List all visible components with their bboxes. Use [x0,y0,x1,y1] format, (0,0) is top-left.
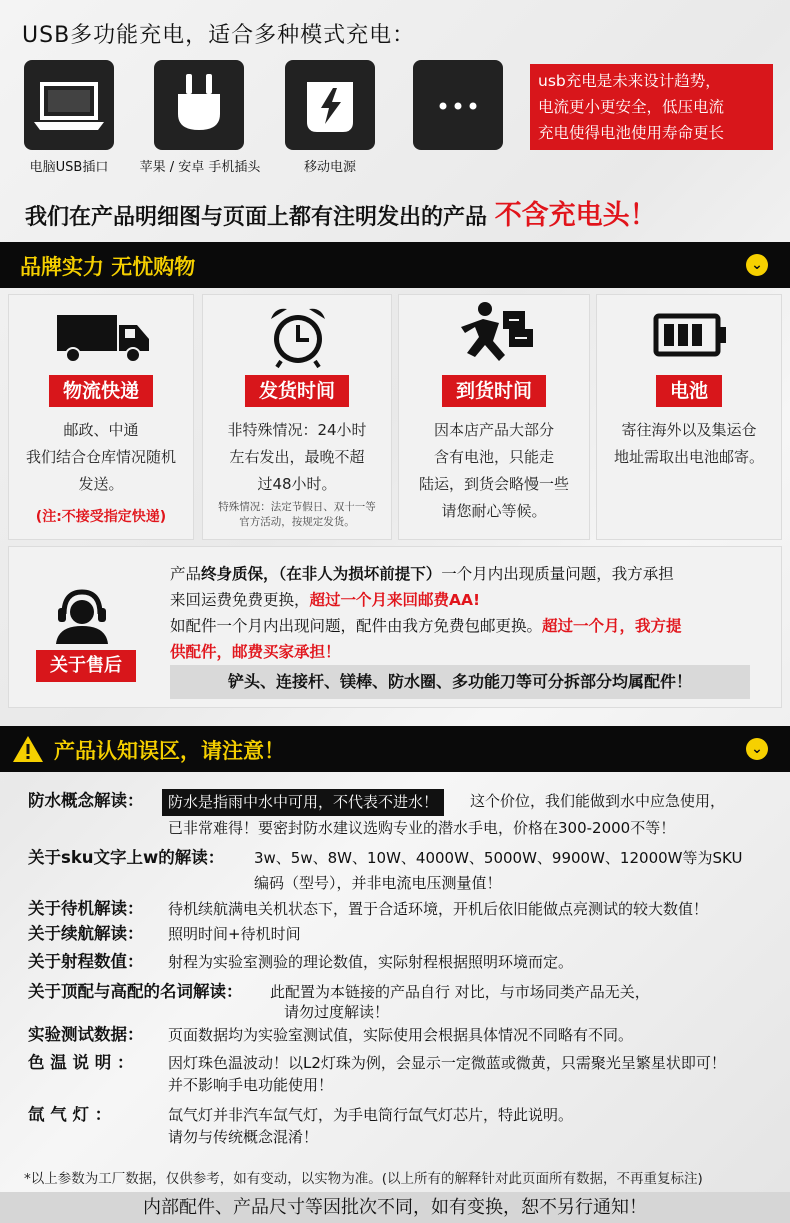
usb-note-line: usb充电是未来设计趋势， [538,72,721,90]
brand-header-title: 品牌实力 无忧购物 [20,255,196,279]
usb-charging-title: USB多功能充电，适合多种模式充电： [22,23,416,48]
endurance-value: 照明时间+待机时间 [168,925,301,943]
arrival-time-body [405,417,583,525]
after-text-red: 超过一个月，我方提 [542,617,682,635]
waterproof-tag: 防水是指雨中水中可用，不代表不进水！ [162,789,444,816]
logistics-card [8,294,194,540]
waterproof-key: 防水概念解读： [28,791,144,810]
arrival-time-card [398,294,590,540]
color-temp-value: 因灯珠色温波动！以L2灯珠为例，会显示一定微蓝或微黄，只需聚光呈繁星状即可！ [168,1054,726,1072]
lab-data-key: 实验测试数据： [28,1025,144,1044]
logistics-badge: 物流快递 [49,375,153,407]
battery-body [603,417,775,471]
after-text-part: 来回运费免费更换， [170,591,310,609]
range-value: 射程为实验室测验的理论数值，实际射程根据照明环境而定。 [168,953,574,971]
after-text-part: 如配件一个月内出现问题，配件由我方免费包邮更换。 [170,617,543,635]
card-line: 陆运，到货会略慢一些 [418,475,569,493]
after-line-3 [170,613,760,639]
sku-value: 编码（型号），并非电流电压测量值！ [254,874,502,892]
waterproof-value: 这个价位，我们能做到水中应急使用， [470,792,726,810]
range-key: 关于射程数值： [28,952,144,971]
alarm-clock-icon [265,303,331,369]
chevron-down-icon[interactable]: ⌄ [746,254,768,276]
after-line-1 [170,561,760,587]
card-line: 我们结合仓库情况随机 [25,448,176,466]
waterproof-value: 已非常难得！要密封防水建议选购专业的潜水手电，价格在300-2000不等！ [168,819,676,837]
truck-icon [53,309,153,365]
card-line: 请您耐心等候。 [441,502,547,520]
card-line: 寄往海外以及集运仓 [621,421,757,439]
card-line: 因本店产品大部分 [433,421,554,439]
after-text-red: 供配件，邮费买家承担！ [170,643,341,661]
after-sales-text [170,561,760,665]
top-config-key: 关于顶配与高配的名词解读： [28,982,243,1001]
warning-icon [12,734,44,764]
laptop-icon [24,60,114,150]
sku-key: 关于sku文字上w的解读： [28,848,225,867]
arrival-time-badge: 到货时间 [442,375,546,407]
card-line: 含有电池，只能走 [433,448,554,466]
after-line-4 [170,639,760,665]
chevron-down-icon[interactable]: ⌄ [746,738,768,760]
standby-value: 待机续航满电关机状态下，置于合适环境，开机后依旧能做点亮测试的较大数值！ [168,900,709,918]
after-text-bold: （在非人为损坏前提下） [278,565,442,583]
after-line-2 [170,587,760,613]
logistics-body [15,417,187,531]
after-text-part: 一个月内出现质量问题，我方承担 [441,565,674,583]
after-text-part: 产品 [170,565,202,583]
no-charger-notice [25,193,657,232]
usb-note-line: 充电使得电池使用寿命更长 [538,124,725,142]
color-temp-key: 色 温 说 明 ： [28,1053,134,1072]
brand-header [0,242,790,288]
xenon-value: 氙气灯并非汽车氙气灯，为手电筒行氙气灯芯片，特此说明。 [168,1106,574,1124]
no-charger-text: 我们在产品明细图与页面上都有注明发出的产品 [25,205,488,230]
sku-value: 3w、5w、8W、10W、4000W、5000W、9900W、12000W等为SKU [254,849,743,867]
color-temp-value: 并不影响手电功能使用！ [168,1076,334,1094]
top-config-value: 请勿过度解读！ [284,1003,390,1021]
usb-note-line: 电流更小更安全，低压电流 [538,98,725,116]
delivery-man-icon [453,299,539,371]
after-text-red: 超过一个月来回邮费AA! [309,591,481,609]
headset-support-icon [52,588,112,646]
shipping-time-card [202,294,392,540]
no-charger-emphasis: 不含充电头！ [494,200,657,231]
bottom-notice-bar: 内部配件、产品尺寸等因批次不同，如有变换，恕不另行通知！ [0,1192,790,1223]
parts-notice-bar: 铲头、连接杆、镁棒、防水圈、多功能刀等可分拆部分均属配件！ [170,665,750,699]
standby-key: 关于待机解读： [28,899,144,918]
logistics-footnote: (注:不接受指定快递) [35,509,167,525]
card-line: 过48小时。 [257,475,337,493]
usb-note-box [530,64,773,150]
after-text-bold: 终身质保， [201,565,279,583]
card-line: 非特殊情况：24小时 [227,421,367,439]
battery-badge: 电池 [656,375,722,407]
card-line: 地址需取出电池邮寄。 [613,448,764,466]
shipping-time-small [209,500,385,530]
shipping-time-badge: 发货时间 [245,375,349,407]
card-small-line: 官方活动，按规定发货。 [239,516,355,528]
powerbank-caption: 移动电源 [303,160,356,175]
plug-caption: 苹果 / 安卓 手机插头 [139,160,261,175]
top-config-value: 此配置为本链接的产品自行 对比，与市场同类产品无关， [270,983,650,1001]
lab-data-value: 页面数据均为实验室测试值，实际使用会根据具体情况不同略有不同。 [168,1026,634,1044]
battery-icon [653,313,729,357]
powerbank-icon [285,60,375,150]
card-line: 邮政、中通 [63,421,139,439]
card-line: 左右发出，最晚不超 [229,448,365,466]
battery-card [596,294,782,540]
after-sales-badge: 关于售后 [36,650,136,682]
card-line: 发送。 [78,475,124,493]
xenon-key: 氙 气 灯 ： [28,1105,112,1124]
laptop-caption: 电脑USB插口 [29,160,109,175]
more-icon [413,60,503,150]
card-small-line: 特殊情况：法定节假日、双十一等 [218,501,376,513]
endurance-key: 关于续航解读： [28,924,144,943]
plug-icon [154,60,244,150]
footnote: *以上参数为工厂数据，仅供参考，如有变动，以实物为准。(以上所有的解释针对此页面所有数据，不再重复标注) [24,1171,703,1187]
xenon-value: 请勿与传统概念混淆！ [168,1128,319,1146]
shipping-time-body [209,417,385,530]
misconception-header-title: 产品认知误区，请注意！ [54,739,285,763]
misconception-header [0,726,790,772]
